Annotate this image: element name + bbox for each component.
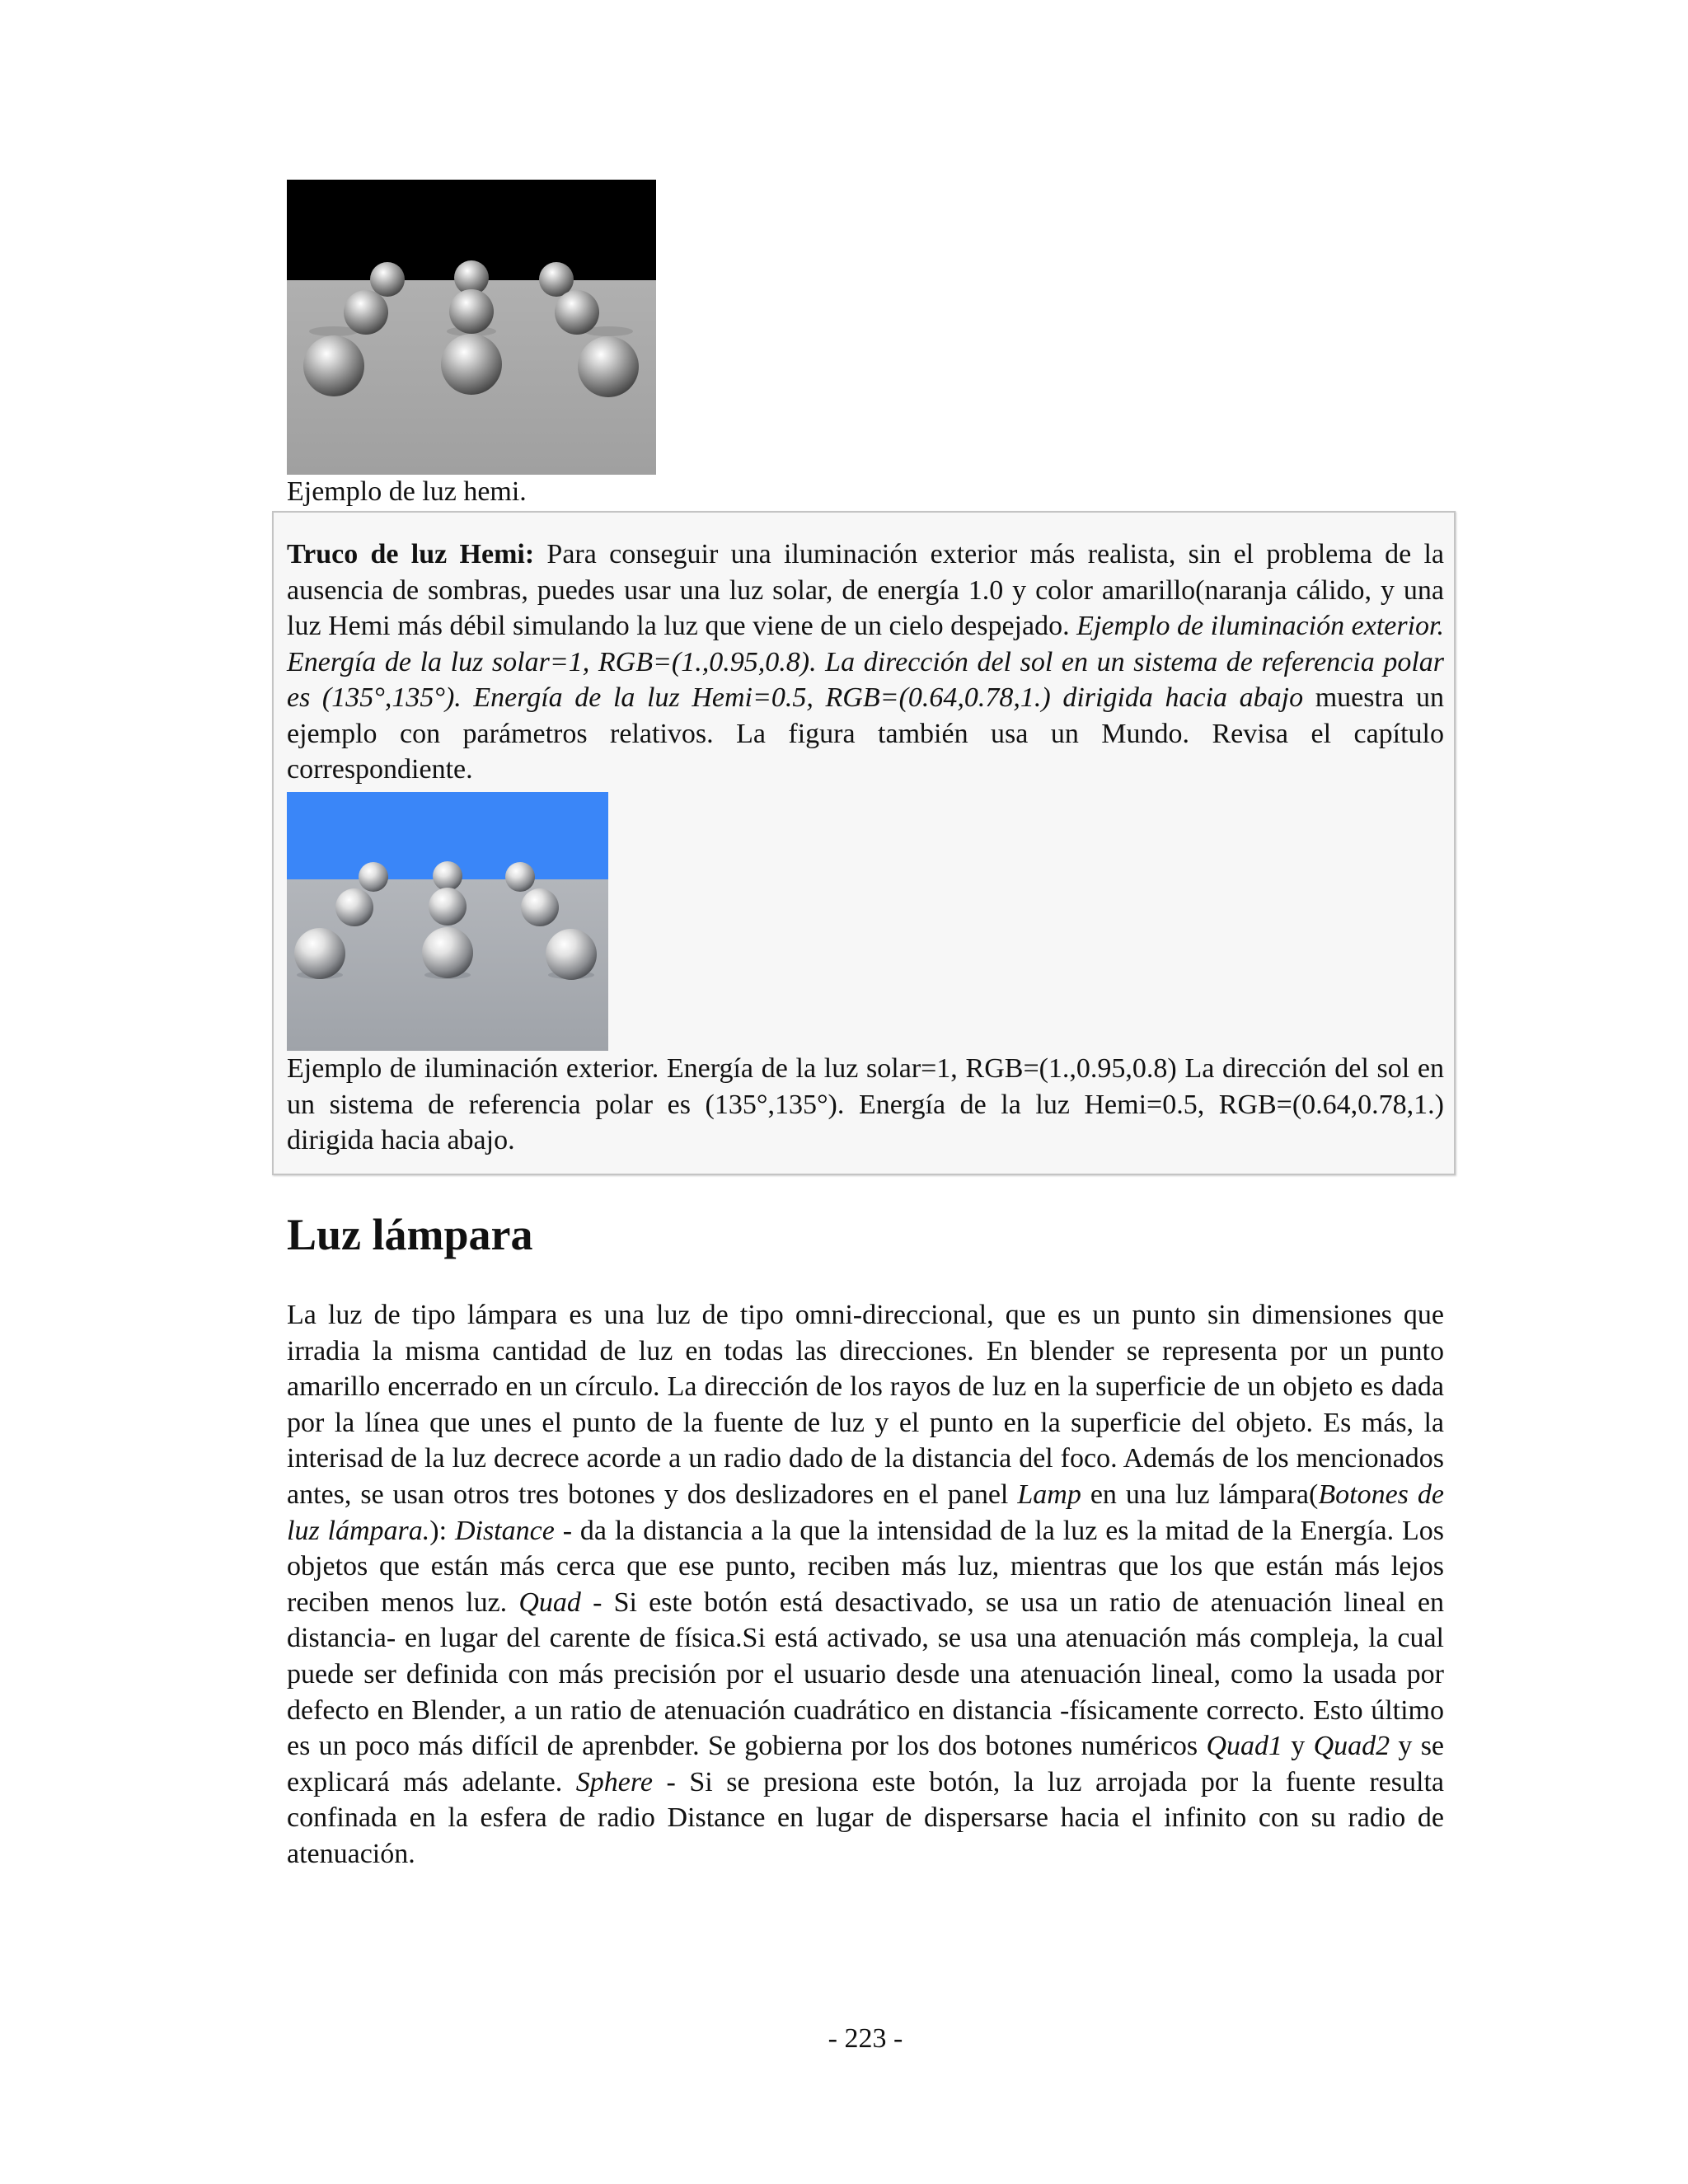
sphere (441, 334, 502, 395)
sphere (521, 888, 559, 926)
figure-caption: Ejemplo de luz hemi. (287, 476, 527, 507)
sphere (359, 862, 388, 892)
figure-caption: Ejemplo de iluminación exterior. Energía de la luz solar=1, RGB=(1.,0.95,0.8) La dirección del sol en un sistema de referencia polar es (135°,135°). Energía de la luz Hemi=0.5, RGB=(0.64,0.78,1.) dirigida hacia abajo. (287, 1053, 1444, 1155)
term-lamp: Lamp (1017, 1479, 1081, 1510)
term-quad: Quad (518, 1586, 581, 1618)
sphere (505, 862, 535, 892)
sphere (335, 888, 373, 926)
sphere (433, 861, 462, 891)
figure-reference: Ejemplo de iluminación exterior. Energía de la luz solar=1, RGB=(1.,0.95,0.8). La dirección del sol en un sistema de referencia polar es (135°,135°). Energía de la luz Hemi=0.5, RGB=(0.64,0.78,1.) dirigida hacia abajo (287, 611, 1444, 713)
body-paragraph: La luz de tipo lámpara es una luz de tipo omni-direccional, que es un punto sin dimensiones que irradia la misma cantidad de luz en todas las direcciones. En blender se representa por un punto amarillo encerrado en un círculo. La dirección de los rayos de luz en la superficie de un objeto es dada por la línea que unes el punto de la fuente de luz y el punto en la superficie del objeto. Es más, la interisad de la luz decrece acorde a un radio dado de la distancia del foco. Además de los mencionados antes, se usan otros tres botones y dos deslizadores en el panel Lamp en una luz lámpara(Botones de luz lámpara.): Distance - da la distancia a la que la intensidad de la luz es la mitad de la Energía. Los objetos que están más cerca que ese punto, reciben más luz, mientras que los que están más lejos reciben menos luz. Quad - Si este botón está desactivado, se usa un ratio de atenuación lineal en distancia- en lugar del carente de física.Si está activado, se usa una atenuación más compleja, la cual puede ser definida con más precisión por el usuario desde una atenuación lineal, como la usada por defecto en Blender, a un ratio de atenuación cuadrático en distancia -físicamente correcto. Esto último es un poco más difícil de aprenbder. Se gobierna por los dos botones numéricos Quad1 y Quad2 y se explicará más adelante. Sphere - Si se presiona este botón, la luz arrojada por la fuente resulta confinada en la esfera de radio Distance en lugar de dispersarse hacia el infinito con su radio de atenuación. (287, 1300, 1445, 1869)
figure-reference: Botones de luz lámpara. (287, 1479, 1444, 1546)
sphere (344, 290, 388, 335)
term-quad1: Quad1 (1206, 1731, 1283, 1762)
section-heading: Luz lámpara (287, 1210, 533, 1259)
term-distance: Distance (454, 1515, 555, 1546)
tip-label: Truco de luz Hemi: (287, 539, 535, 569)
sphere (449, 289, 494, 334)
sphere (429, 888, 467, 926)
sphere (303, 335, 364, 396)
term-sphere: Sphere (575, 1766, 653, 1797)
sphere (546, 929, 597, 980)
sphere (370, 262, 405, 297)
sphere (578, 336, 639, 397)
sphere (555, 290, 599, 335)
sphere (294, 928, 345, 979)
sphere (539, 262, 574, 297)
term-quad2: Quad2 (1313, 1731, 1390, 1762)
sphere (422, 927, 473, 978)
page-number: - 223 - (828, 2023, 903, 2054)
hemi-light-example-image (287, 180, 656, 475)
exterior-lighting-example-image (287, 792, 608, 1051)
tip-text: Truco de luz Hemi: Para conseguir una iluminación exterior más realista, sin el problema de la ausencia de sombras, puedes usar una luz solar, de energía 1.0 y color amarillo(naranja cálido, y una luz Hemi más débil simulando la luz que viene de un cielo despejado. Ejemplo de iluminación exterior. Energía de la luz solar=1, RGB=(1.,0.95,0.8). La dirección del sol en un sistema de referencia polar es (135°,135°). Energía de la luz Hemi=0.5, RGB=(0.64,0.78,1.) dirigida hacia abajo muestra un ejemplo con parámetros relativos. La figura también usa un Mundo. Revisa el capítulo correspondiente. (287, 539, 1444, 785)
